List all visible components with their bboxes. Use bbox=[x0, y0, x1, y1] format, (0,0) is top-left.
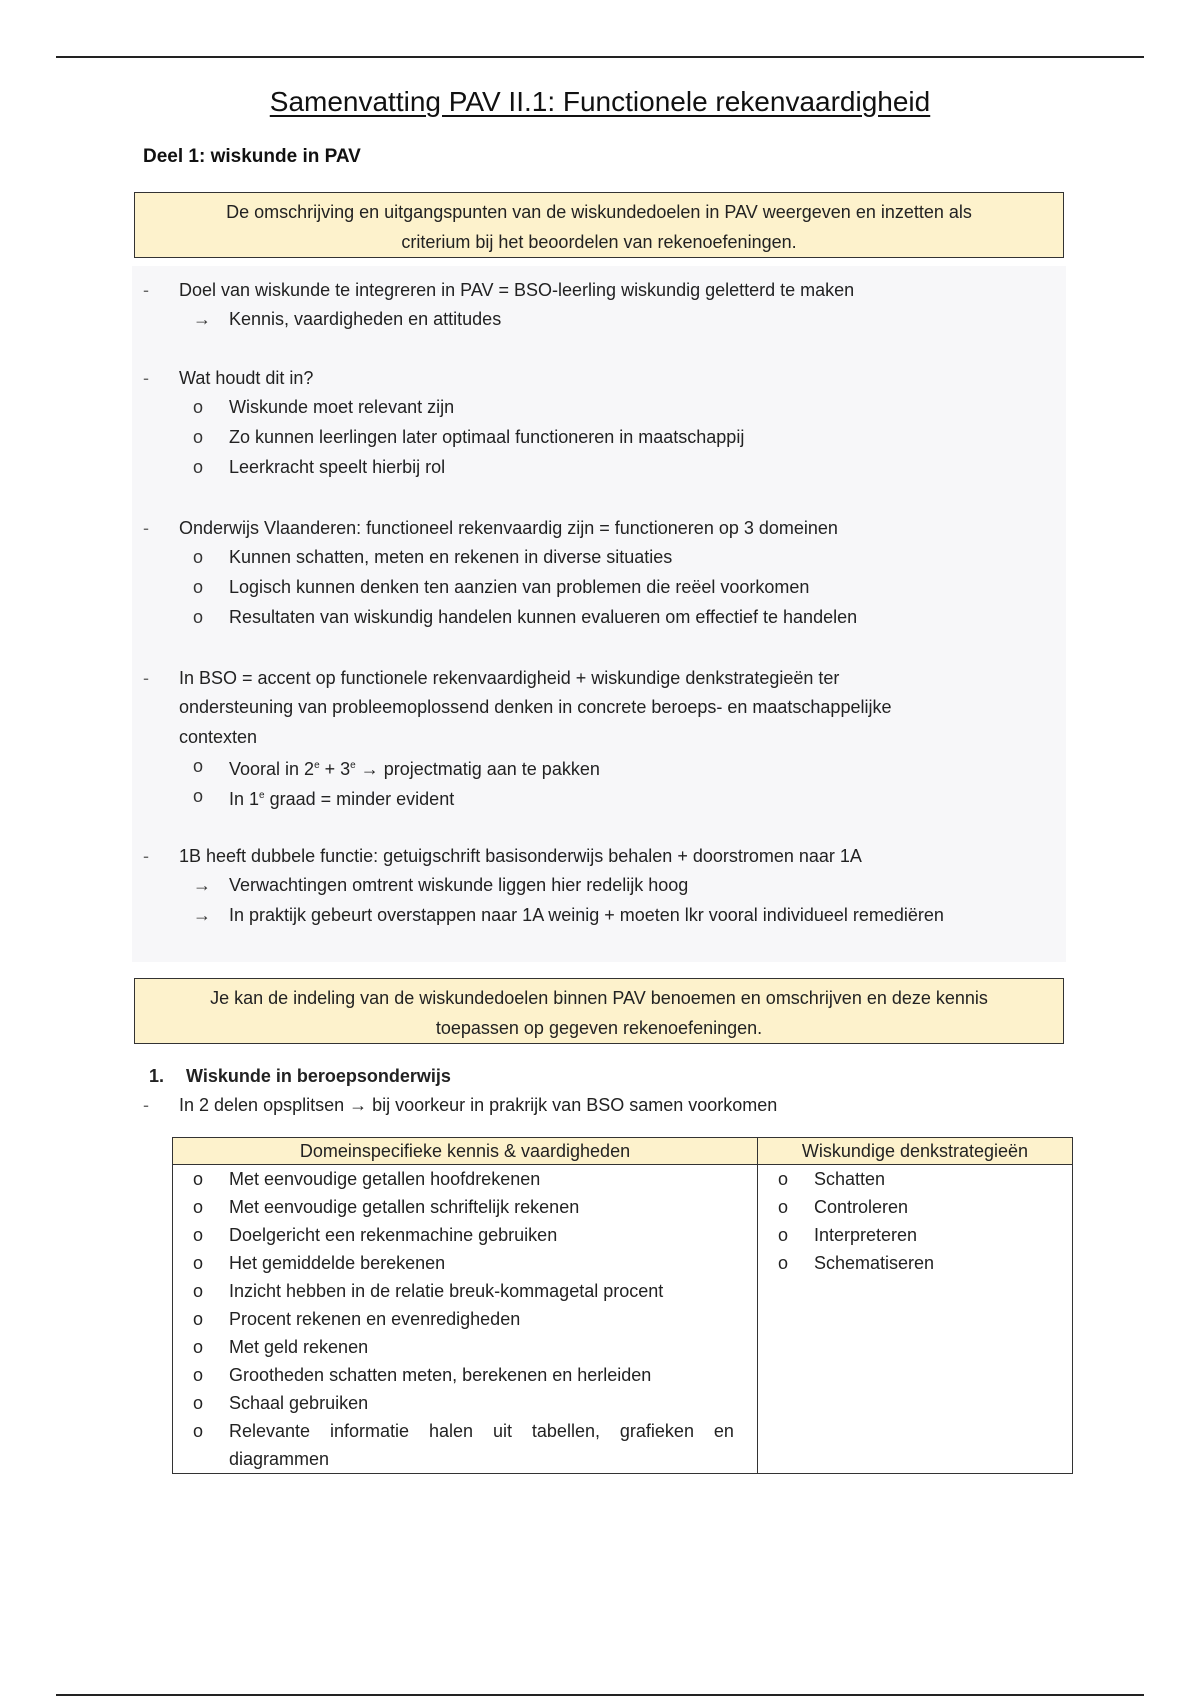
sub-bullet-text: In praktijk gebeurt overstappen naar 1A weinig + moeten lkr vooral individueel remediëren bbox=[229, 905, 944, 925]
bullet-text: In 2 delen opsplitsen → bij voorkeur in prakrijk van BSO samen voorkomen bbox=[179, 1095, 778, 1115]
arrow-icon: → bbox=[193, 905, 211, 925]
bullet-text: In BSO = accent op functionele rekenvaardigheid + wiskundige denkstrategieën ter bbox=[179, 668, 840, 688]
list-item: o Met eenvoudige getallen hoofdrekenen bbox=[193, 1169, 541, 1189]
circle-bullet-icon: o bbox=[193, 547, 204, 567]
circle-bullet-icon: o bbox=[193, 397, 204, 417]
bullet-text: ondersteuning van probleemoplossend denken in concrete beroeps- en maatschappelijke bbox=[179, 697, 892, 717]
bullet-text: 1B heeft dubbele functie: getuigschrift basisonderwijs behalen + doorstromen naar 1A bbox=[179, 846, 862, 866]
bottom-rule bbox=[56, 1694, 1144, 1696]
math-domains-table bbox=[172, 1137, 1073, 1474]
arrow-icon: → bbox=[193, 875, 211, 895]
circle-bullet-icon: o bbox=[193, 427, 204, 447]
dash-marker: - bbox=[143, 668, 149, 688]
goal-line: Je kan de indeling van de wiskundedoelen binnen PAV benoemen en omschrijven en deze kennis bbox=[210, 988, 988, 1008]
sub-bullet-text: Vooral in $2^e + 3^e$ → projectmatig aan te pakken bbox=[229, 759, 600, 779]
bullet-text: Onderwijs Vlaanderen: functioneel rekenvaardig zijn = functioneren op 3 domeinen bbox=[179, 518, 838, 538]
goal-line: De omschrijving en uitgangspunten van de wiskundedoelen in PAV weergeven en inzetten als bbox=[226, 202, 972, 222]
list-item: o Interpreteren bbox=[778, 1225, 918, 1245]
list-item: o Met geld rekenen bbox=[193, 1337, 369, 1357]
list-item: o Schematiseren bbox=[778, 1253, 935, 1273]
list-item: o Het gemiddelde berekenen bbox=[193, 1253, 446, 1273]
sub-bullet-text: Kennis, vaardigheden en attitudes bbox=[229, 309, 502, 329]
sub-bullet-text: Wiskunde moet relevant zijn bbox=[229, 397, 455, 417]
sub-bullet-text: Kunnen schatten, meten en rekenen in diverse situaties bbox=[229, 547, 673, 567]
bullet-text: contexten bbox=[179, 727, 258, 747]
bullet-text: Doel van wiskunde te integreren in PAV = BSO-leerling wiskundig geletterd te maken bbox=[179, 280, 855, 300]
list-item: o Doelgericht een rekenmachine gebruiken bbox=[193, 1225, 558, 1245]
page-title: Samenvatting PAV II.1: Functionele rekenvaardigheid bbox=[269, 86, 931, 117]
circle-bullet-icon: o bbox=[193, 607, 204, 627]
table-header: Domeinspecifieke kennis & vaardigheden bbox=[173, 1138, 758, 1165]
sub-bullet-text: Leerkracht speelt hierbij rol bbox=[229, 457, 446, 477]
subsection-heading: Wiskunde in beroepsonderwijs bbox=[186, 1066, 451, 1086]
list-item: o Controleren bbox=[778, 1197, 909, 1217]
top-rule bbox=[56, 56, 1144, 58]
learning-goal-box bbox=[134, 978, 1064, 1044]
circle-bullet-icon: o bbox=[193, 457, 204, 477]
table-cell bbox=[758, 1165, 1073, 1474]
list-item: o Schaal gebruiken bbox=[193, 1393, 369, 1413]
list-item: o Inzicht hebben in de relatie breuk-kommagetal procent bbox=[193, 1281, 664, 1301]
list-item-continuation: diagrammen bbox=[229, 1449, 330, 1469]
list-item: o Met eenvoudige getallen schriftelijk rekenen bbox=[193, 1197, 580, 1217]
dash-marker: - bbox=[143, 846, 149, 866]
bullet-text: Wat houdt dit in? bbox=[179, 368, 314, 388]
list-item: o Grootheden schatten meten, berekenen en herleiden bbox=[193, 1365, 652, 1385]
sub-bullet-text: Resultaten van wiskundig handelen kunnen evalueren om effectief te handelen bbox=[229, 607, 858, 627]
table-cell bbox=[173, 1165, 758, 1474]
list-item: o Procent rekenen en evenredigheden bbox=[193, 1309, 521, 1329]
section-heading: Deel 1: wiskunde in PAV bbox=[143, 146, 361, 167]
dash-marker: - bbox=[143, 1095, 149, 1115]
sub-bullet-text: Logisch kunnen denken ten aanzien van problemen die reëel voorkomen bbox=[229, 577, 810, 597]
goal-line: criterium bij het beoordelen van rekenoefeningen. bbox=[401, 232, 797, 252]
sub-bullet-text: Zo kunnen leerlingen later optimaal functioneren in maatschappij bbox=[229, 427, 745, 447]
circle-bullet-icon: o bbox=[193, 756, 204, 776]
dash-marker: - bbox=[143, 518, 149, 538]
sub-bullet-text: Verwachtingen omtrent wiskunde liggen hier redelijk hoog bbox=[229, 875, 689, 895]
subsection-number: 1. bbox=[149, 1066, 165, 1086]
list-item: o Schatten bbox=[778, 1169, 886, 1189]
dash-marker: - bbox=[143, 280, 149, 300]
circle-bullet-icon: o bbox=[193, 786, 204, 806]
dash-marker: - bbox=[143, 368, 149, 388]
arrow-icon: → bbox=[193, 309, 211, 329]
circle-bullet-icon: o bbox=[193, 577, 204, 597]
table-header: Wiskundige denkstrategieën bbox=[758, 1138, 1073, 1165]
learning-goal-box bbox=[134, 192, 1064, 258]
list-item: o Relevante informatie halen uit tabellen, grafieken en bbox=[193, 1421, 734, 1441]
goal-line: toepassen op gegeven rekenoefeningen. bbox=[435, 1018, 763, 1038]
sub-bullet-text: In 1e graad = minder evident bbox=[229, 789, 455, 809]
